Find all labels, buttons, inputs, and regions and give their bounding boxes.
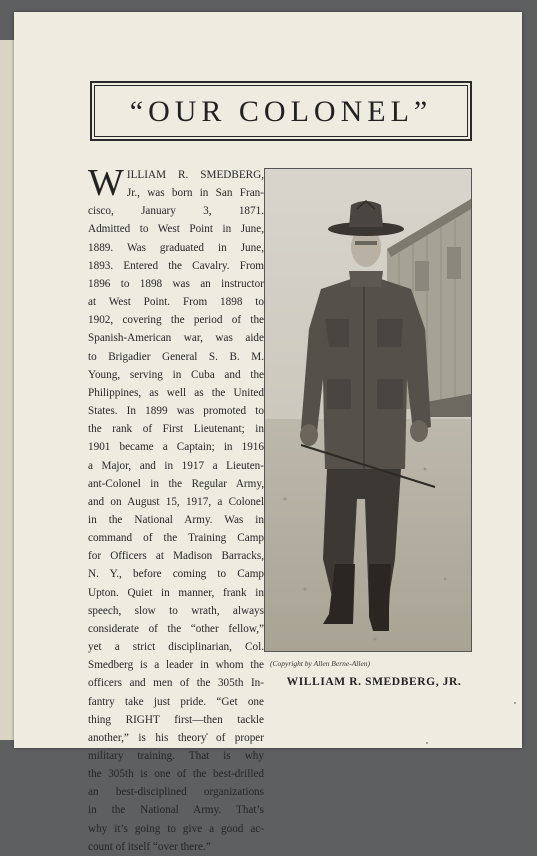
- article-line: and on August 15, 1917, a Colonel: [88, 495, 264, 508]
- article-line: cisco, January 3, 1871.: [88, 205, 264, 218]
- article-line: fantry take just pride. “Get one: [88, 695, 264, 708]
- soldier-portrait-image: [265, 169, 471, 651]
- article-line: 1901 became a Captain; in 1916: [88, 441, 264, 454]
- article-line: yet a strict disciplinarian, Col.: [88, 641, 264, 654]
- article-line: thing RIGHT first—then tackle: [88, 713, 264, 726]
- article-line: a Major, and in 1917 a Lieuten-: [88, 459, 264, 472]
- article-line: count of itself “over there.”: [88, 840, 211, 853]
- article-line: another,” is his theory of proper: [88, 731, 264, 744]
- page-title: “OUR COLONEL”: [129, 95, 433, 128]
- article-line: 1902, covering the period of the: [88, 314, 264, 327]
- article-line: Philippines, as well as the United: [88, 386, 264, 399]
- article-line: ILLIAM R. SMEDBERG,: [126, 169, 264, 181]
- article-line: Smedberg is a leader in whom the: [88, 659, 264, 672]
- article-line: officers and men of the 305th In-: [88, 677, 264, 690]
- article-line: ant-Colonel in the Regular Army,: [88, 477, 264, 490]
- article-line: command of the Training Camp: [88, 532, 264, 545]
- photo-credit: (Copyright by Allen Berne-Allen): [270, 659, 371, 668]
- article-line: N. Y., before coming to Camp: [88, 568, 264, 581]
- article-line: to Brigadier General S. B. M.: [88, 350, 264, 363]
- article-line: for Officers at Madison Barracks,: [88, 550, 264, 563]
- article-line: in the National Army. That’s: [88, 804, 264, 817]
- drop-cap: W: [88, 162, 124, 204]
- article-line: Jr., was born in San Fran-: [126, 187, 264, 200]
- article-line: at West Point. From 1898 to: [88, 296, 264, 309]
- title-frame: [90, 81, 472, 141]
- article-line: 1893. Entered the Cavalry. From: [88, 259, 264, 272]
- article-line: Admitted to West Point in June,: [88, 223, 264, 236]
- article-line: considerate of the “other fellow,”: [88, 622, 264, 635]
- article-line: Spanish-American war, was aide: [88, 332, 264, 345]
- article-line: speech, slow to wrath, always: [88, 604, 264, 617]
- article-line: Young, serving in Cuba and the: [88, 368, 264, 381]
- article-line: an best-disciplined organizations: [88, 786, 264, 799]
- article-line: 1896 to 1898 was an instructor: [88, 277, 264, 290]
- article-line: 1889. Was graduated in June,: [88, 241, 264, 254]
- portrait-photo: [264, 168, 472, 652]
- photo-caption: WILLIAM R. SMEDBERG, JR.: [286, 676, 462, 688]
- article-line: in the National Army. Was in: [88, 513, 264, 526]
- article-line: the 305th is one of the best-drilled: [88, 768, 264, 781]
- article-line: military training. That is why: [88, 750, 264, 762]
- article-line: States. In 1899 was promoted to: [88, 405, 264, 418]
- article-line: Upton. Quiet in manner, frank in: [88, 586, 264, 599]
- article-line: why it’s going to give a good ac-: [88, 822, 264, 835]
- article-text: [88, 162, 264, 856]
- article-line: the rank of First Lieutenant; in: [88, 423, 264, 436]
